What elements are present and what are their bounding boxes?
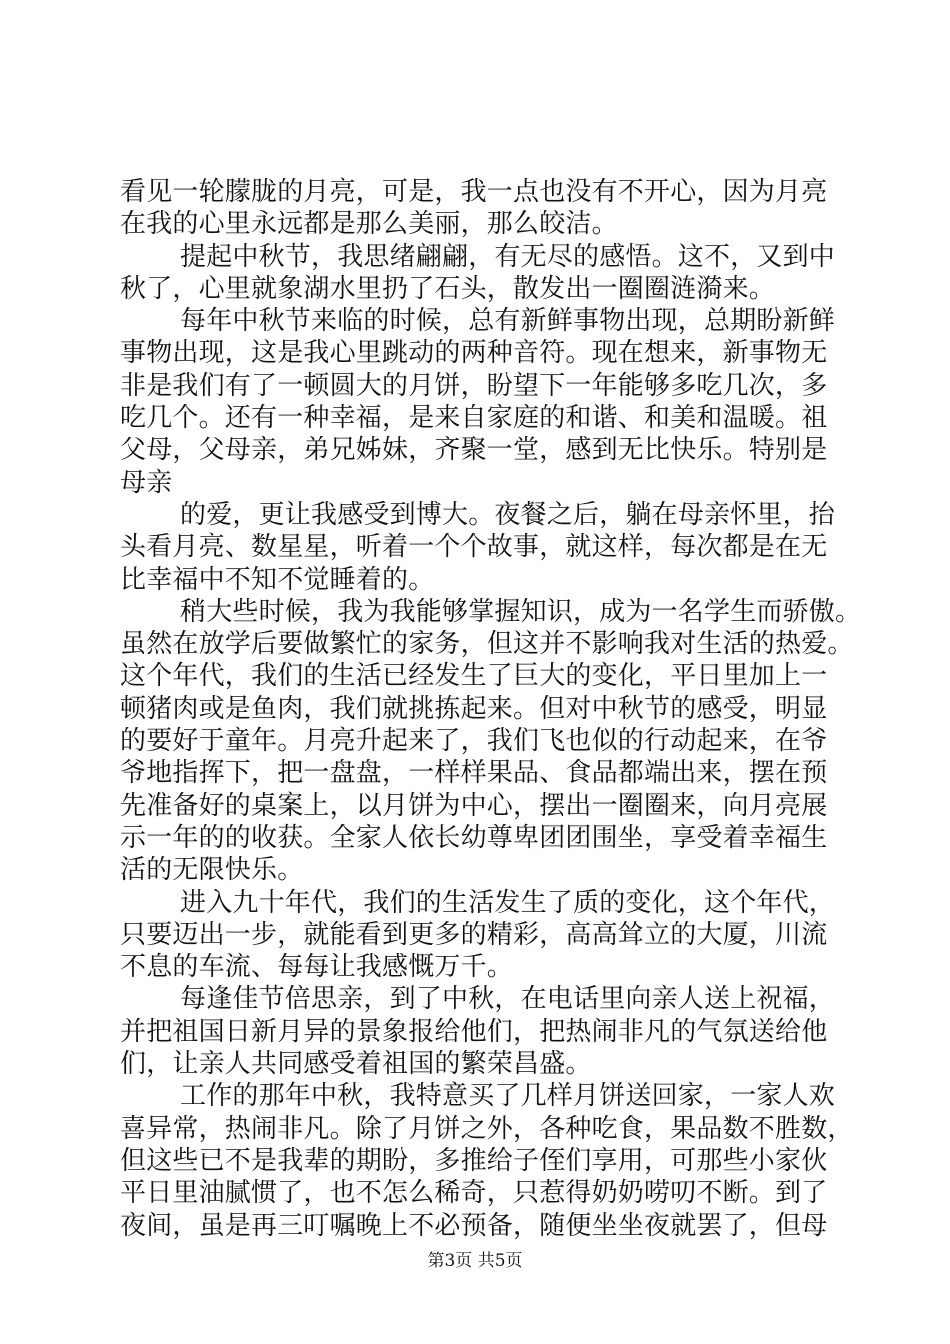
text-line: 吃几个。还有一种幸福，是来自家庭的和谐、和美和温暖。祖 (120, 403, 828, 434)
text-line: 这个年代，我们的生活已经发生了巨大的变化，平日里加上一 (120, 661, 828, 692)
text-line: 并把祖国日新月异的景象报给他们，把热闹非凡的气氛送给他 (120, 1016, 828, 1047)
text-line: 工作的那年中秋，我特意买了几样月饼送回家，一家人欢 (180, 1081, 836, 1112)
text-line: 头看月亮、数星星，听着一个个故事，就这样，每次都是在无 (120, 532, 828, 563)
text-line: 在我的心里永远都是那么美丽，那么皎洁。 (120, 209, 618, 240)
text-line: 稍大些时候，我为我能够掌握知识，成为一名学生而骄傲。 (180, 596, 862, 627)
text-line: 非是我们有了一顿圆大的月饼，盼望下一年能够多吃几次，多 (120, 370, 828, 401)
text-line: 只要迈出一步，就能看到更多的精彩，高高耸立的大厦，川流 (120, 919, 828, 950)
text-line: 每逢佳节倍思亲，到了中秋，在电话里向亲人送上祝福， (180, 984, 836, 1015)
text-line: 提起中秋节，我思绪翩翩，有无尽的感悟。这不，又到中 (180, 241, 836, 272)
text-line: 不息的车流、每每让我感慨万千。 (120, 952, 514, 983)
text-line: 的要好于童年。月亮升起来了，我们飞也似的行动起来，在爷 (120, 726, 828, 757)
text-line: 顿猪肉或是鱼肉，我们就挑拣起来。但对中秋节的感受，明显 (120, 693, 828, 724)
text-line: 秋了，心里就象湖水里扔了石头，散发出一圈圈涟漪来。 (120, 273, 776, 304)
text-line: 每年中秋节来临的时候，总有新鲜事物出现，总期盼新鲜 (180, 306, 836, 337)
page-footer: 第3页 共5页 (427, 1251, 523, 1271)
text-line: 示一年的的收获。全家人依长幼尊卑团团围坐，享受着幸福生 (120, 822, 828, 853)
text-line: 喜异常，热闹非凡。除了月饼之外，各种吃食，果品数不胜数， (120, 1113, 854, 1144)
text-line: 但这些已不是我辈的期盼，多推给子侄们享用，可那些小家伙 (120, 1145, 828, 1176)
text-line: 父母，父母亲，弟兄姊妹，齐聚一堂，感到无比快乐。特别是 (120, 435, 828, 466)
text-line: 进入九十年代，我们的生活发生了质的变化，这个年代， (180, 887, 836, 918)
text-line: 夜间，虽是再三叮嘱晚上不必预备，随便坐坐夜就罢了，但母 (120, 1210, 828, 1241)
text-line: 事物出现，这是我心里跳动的两种音符。现在想来，新事物无 (120, 338, 828, 369)
text-line: 母亲 (120, 467, 173, 498)
text-line: 平日里油腻惯了，也不怎么稀奇，只惹得奶奶唠叨不断。到了 (120, 1178, 828, 1209)
text-line: 看见一轮朦胧的月亮，可是，我一点也没有不开心，因为月亮 (120, 177, 828, 207)
document-body (120, 176, 862, 1242)
text-line: 活的无限快乐。 (120, 855, 304, 886)
text-line: 爷地指挥下，把一盘盘，一样样果品、食品都端出来，摆在预 (120, 758, 828, 789)
text-line: 的爱，更让我感受到博大。夜餐之后，躺在母亲怀里，抬 (180, 499, 836, 530)
text-line: 先准备好的桌案上，以月饼为中心，摆出一圈圈来，向月亮展 (120, 790, 828, 821)
text-line: 们，让亲人共同感受着祖国的繁荣昌盛。 (120, 1049, 592, 1080)
text-line: 比幸福中不知不觉睡着的。 (120, 564, 435, 595)
text-line: 虽然在放学后要做繁忙的家务，但这并不影响我对生活的热爱。 (120, 629, 854, 660)
